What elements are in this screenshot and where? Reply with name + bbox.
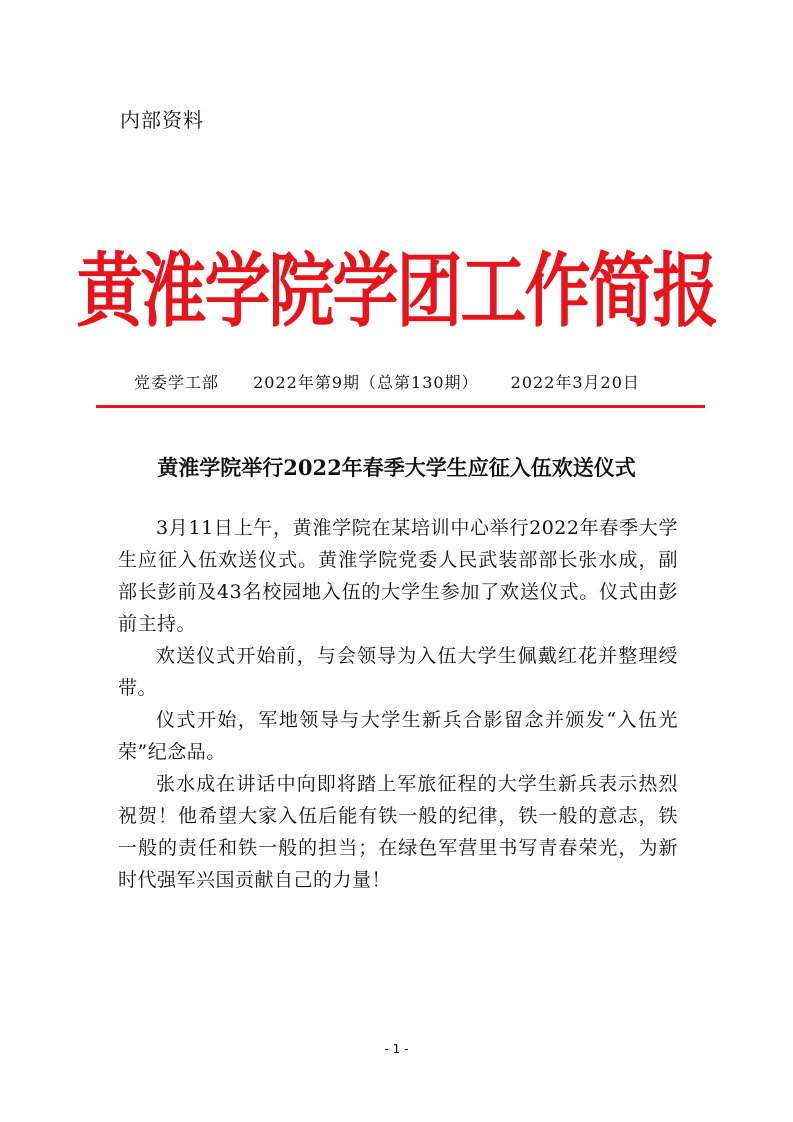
article-body xyxy=(118,512,678,896)
article-title: 黄淮学院举行2022年春季大学生应征入伍欢送仪式 xyxy=(157,455,636,480)
article-paragraph: 欢送仪式开始前，与会领导为入伍大学生佩戴红花并整理绶带。 xyxy=(118,645,678,699)
article-paragraph: 3月11日上午，黄淮学院在某培训中心举行2022年春季大学生应征入伍欢送仪式。黄淮学院党委人民武装部部长张水成，副部长彭前及43名校园地入伍的大学生参加了欢送仪式。仪式由彭前主持。 xyxy=(118,517,678,635)
issue-number: 2022年第9期（总第130期） xyxy=(253,373,479,392)
article-paragraph: 仪式开始，军地领导与大学生新兵合影留念并颁发“入伍光荣”纪念品。 xyxy=(118,709,678,763)
issue-department: 党委学工部 xyxy=(134,373,220,392)
issue-date: 2022年3月20日 xyxy=(510,373,640,392)
masthead-divider xyxy=(96,405,705,408)
issue-info-line xyxy=(134,370,694,393)
page-number: - 1 - xyxy=(384,1042,409,1056)
masthead-title: 黄淮学院学团工作简报 xyxy=(76,243,717,339)
article-paragraph: 张水成在讲话中向即将踏上军旅征程的大学生新兵表示热烈祝贺！他希望大家入伍后能有铁一般的纪律，铁一般的意志，铁一般的责任和铁一般的担当；在绿色军营里书写青春荣光，为新时代强军兴国贡献自己的力量！ xyxy=(118,773,678,891)
classification-label: 内部资料 xyxy=(120,108,204,132)
